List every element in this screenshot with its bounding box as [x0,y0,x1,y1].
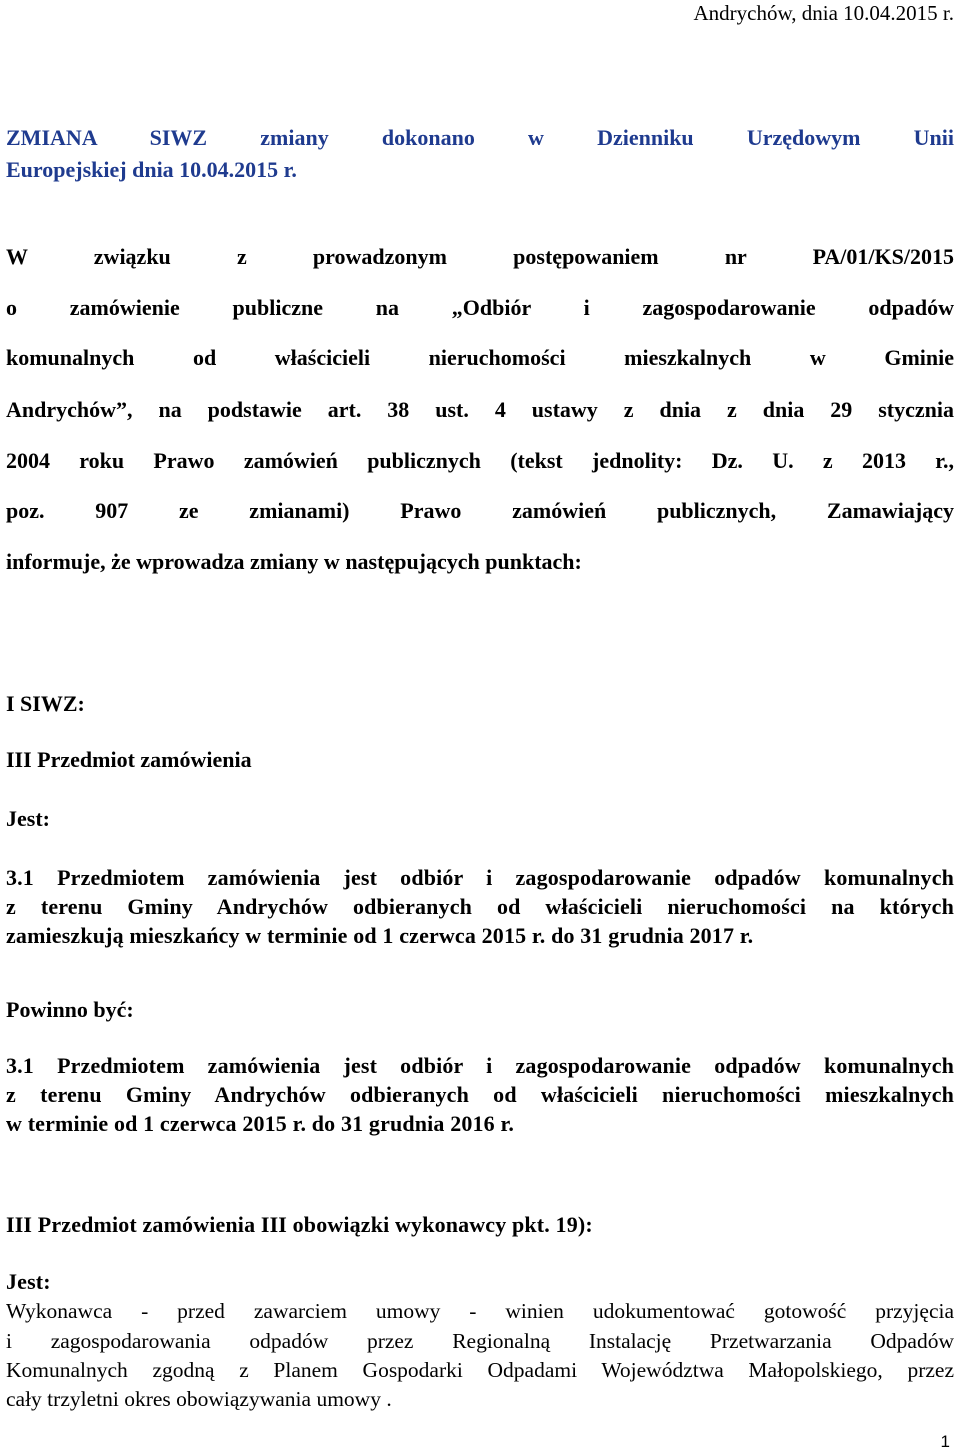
section1-subheading: III Przedmiot zamówienia [6,747,252,772]
section1-heading: I SIWZ: [6,691,85,716]
title-line-1: ZMIANA SIWZ zmiany dokonano w Dzienniku Urzędowym Unii [6,125,954,150]
intro-line-1: W związku z prowadzonym postępowaniem nr PA/01/KS/2015 [6,244,954,269]
page-number: 1 [940,1432,950,1451]
section1-jest-line-2: z terenu Gminy Andrychów odbieranych od właścicieli nieruchomości na których [6,894,954,919]
intro-line-6: poz. 907 ze zmianami) Prawo zamówień publicznych, Zamawiający [6,498,954,523]
section2-jest-line-1: Wykonawca - przed zawarciem umowy - winien udokumentować gotowość przyjęcia [6,1299,954,1323]
intro-line-2: o zamówienie publiczne na „Odbiór i zagospodarowanie odpadów [6,295,954,320]
section2-jest-line-2: i zagospodarowania odpadów przez Regionalną Instalację Przetwarzania Odpadów [6,1329,954,1353]
date-line: Andrychów, dnia 10.04.2015 r. [693,1,954,25]
section2-jest-line-4: cały trzyletni okres obowiązywania umowy . [6,1387,392,1411]
section2-jest-label: Jest: [6,1269,51,1294]
intro-line-5: 2004 roku Prawo zamówień publicznych (tekst jednolity: Dz. U. z 2013 r., [6,448,954,473]
intro-line-3: komunalnych od właścicieli nieruchomości mieszkalnych w Gminie [6,345,954,370]
section2-jest-line-3: Komunalnych zgodną z Planem Gospodarki Odpadami Województwa Małopolskiego, przez [6,1358,954,1382]
intro-line-4: Andrychów”, na podstawie art. 38 ust. 4 ustawy z dnia z dnia 29 stycznia [6,397,954,422]
section1-jest-line-3: zamieszkują mieszkańcy w terminie od 1 czerwca 2015 r. do 31 grudnia 2017 r. [6,923,754,948]
section1-powinno-line-2: z terenu Gminy Andrychów odbieranych od właścicieli nieruchomości mieszkalnych [6,1082,954,1107]
section2-heading: III Przedmiot zamówienia III obowiązki wykonawcy pkt. 19): [6,1212,593,1237]
section1-powinno-line-1: 3.1 Przedmiotem zamówienia jest odbiór i zagospodarowanie odpadów komunalnych [6,1053,954,1078]
section1-powinno-line-3: w terminie od 1 czerwca 2015 r. do 31 grudnia 2016 r. [6,1111,514,1136]
section1-jest-line-1: 3.1 Przedmiotem zamówienia jest odbiór i zagospodarowanie odpadów komunalnych [6,865,954,890]
title-line-2: Europejskiej dnia 10.04.2015 r. [6,157,297,182]
section1-jest-label: Jest: [6,806,50,831]
section1-powinno-label: Powinno być: [6,997,134,1022]
intro-line-7: informuje, że wprowadza zmiany w następujących punktach: [6,549,582,574]
